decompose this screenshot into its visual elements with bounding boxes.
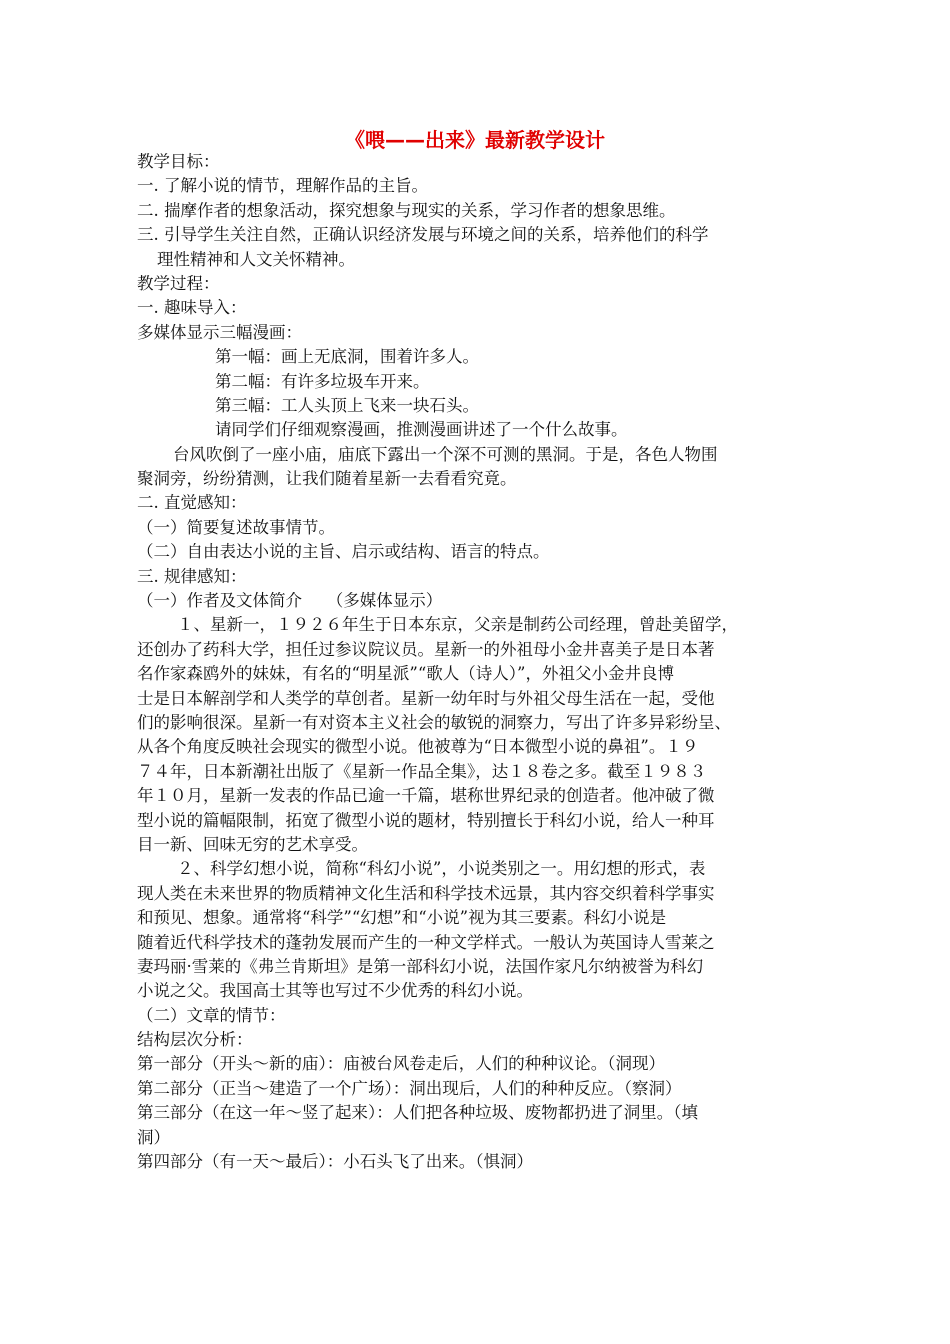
text-line: 三. 规律感知： (137, 566, 247, 586)
text-line: 现人类在未来世界的物质精神文化生活和科学技术远景，其内容交织着科学事实 (137, 883, 715, 903)
text-line: 一. 趣味导入： (137, 298, 247, 318)
text-line: 小说之父。我国高士其等也写过不少优秀的科幻小说。 (137, 981, 533, 1001)
text-line: ２、科学幻想小说，简称“科幻小说”，小说类别之一。用幻想的形式，表 (177, 859, 706, 879)
text-line: 三. 引导学生关注自然，正确认识经济发展与环境之间的关系，培养他们的科学 (137, 225, 709, 245)
text-line: 理性精神和人文关怀精神。 (157, 249, 355, 269)
text-line: 聚洞旁，纷纷猜测，让我们随着星新一去看看究竟。 (137, 469, 517, 489)
text-line: （二）自由表达小说的主旨、启示或结构、语言的特点。 (137, 542, 550, 562)
document-title: 《喂——出来》最新教学设计 (345, 128, 605, 152)
text-line: 二. 直觉感知： (137, 493, 247, 513)
text-line: 第二部分（正当～建造了一个广场）：洞出现后，人们的种种反应。（察洞） (137, 1078, 682, 1098)
text-line: 教学目标： (137, 152, 220, 171)
text-line: 一. 了解小说的情节，理解作品的主旨。 (137, 176, 428, 196)
text-line: 第三部分（在这一年～竖了起来）：人们把各种垃圾、废物都扔进了洞里。（填 (137, 1103, 698, 1123)
text-line: 二. 揣摩作者的想象活动，探究想象与现实的关系，学习作者的想象思维。 (137, 200, 676, 220)
text-line: １、星新一，１９２６年生于日本东京，父亲是制药公司经理，曾赴美留学， (177, 615, 738, 635)
text-line: 第一部分（开头～新的庙）：庙被台风卷走后，人们的种种议论。（洞现） (137, 1054, 665, 1074)
text-line: （一）简要复述故事情节。 (137, 517, 335, 537)
text-line: 士是日本解剖学和人类学的草创者。星新一幼年时与外祖父母生活在一起，受他 (137, 688, 715, 708)
text-line: 型小说的篇幅限制，拓宽了微型小说的题材，特别擅长于科幻小说，给人一种耳 (137, 810, 715, 830)
text-line: 年１０月，星新一发表的作品已逾一千篇，堪称世界纪录的创造者。他冲破了微 (137, 786, 715, 806)
text-line: 还创办了药科大学，担任过参议院议员。星新一的外祖母小金井喜美子是日本著 (137, 639, 715, 659)
text-line: 妻玛丽·雪莱的《弗兰肯斯坦》是第一部科幻小说，法国作家凡尔纳被誉为科幻 (137, 956, 704, 976)
text-line: 结构层次分析： (137, 1030, 253, 1050)
text-line: 教学过程： (137, 273, 220, 293)
text-line: 请同学们仔细观察漫画，推测漫画讲述了一个什么故事。 (215, 420, 628, 440)
text-line: 第三幅：工人头顶上飞来一块石头。 (215, 395, 479, 415)
text-line: 台风吹倒了一座小庙，庙底下露出一个深不可测的黑洞。于是，各色人物围 (173, 444, 718, 464)
text-line: 们的影响很深。星新一有对资本主义社会的敏锐的洞察力，写出了许多异彩纷呈、 (137, 712, 731, 732)
text-line: ７４年，日本新潮社出版了《星新一作品全集》，达１８卷之多。截至１９８３ (137, 761, 707, 781)
text-line: （二）文章的情节： (137, 1005, 286, 1025)
text-line: 目一新、回味无穷的艺术享受。 (137, 834, 368, 854)
text-line: （一）作者及文体简介 （多媒体显示） (137, 591, 443, 611)
text-line: 名作家森鸥外的妹妹，有名的“明星派”“歌人（诗人）”，外祖父小金井良博 (137, 664, 674, 684)
text-line: 第二幅：有许多垃圾车开来。 (215, 371, 430, 391)
text-line: 第一幅：画上无底洞，围着许多人。 (215, 347, 479, 367)
text-line: 多媒体显示三幅漫画： (137, 322, 302, 342)
text-line: 从各个角度反映社会现实的微型小说。他被尊为“日本微型小说的鼻祖”。１９ (137, 737, 699, 757)
text-line: 随着近代科学技术的蓬勃发展而产生的一种文学样式。一般认为英国诗人雪莱之 (137, 932, 715, 952)
text-line: 洞） (137, 1127, 170, 1147)
text-line: 和预见、想象。通常将“科学”“幻想”和“小说”视为其三要素。科幻小说是 (137, 908, 667, 928)
text-line: 第四部分（有一天～最后）：小石头飞了出来。（惧洞） (137, 1152, 533, 1172)
document-body (137, 150, 817, 1174)
